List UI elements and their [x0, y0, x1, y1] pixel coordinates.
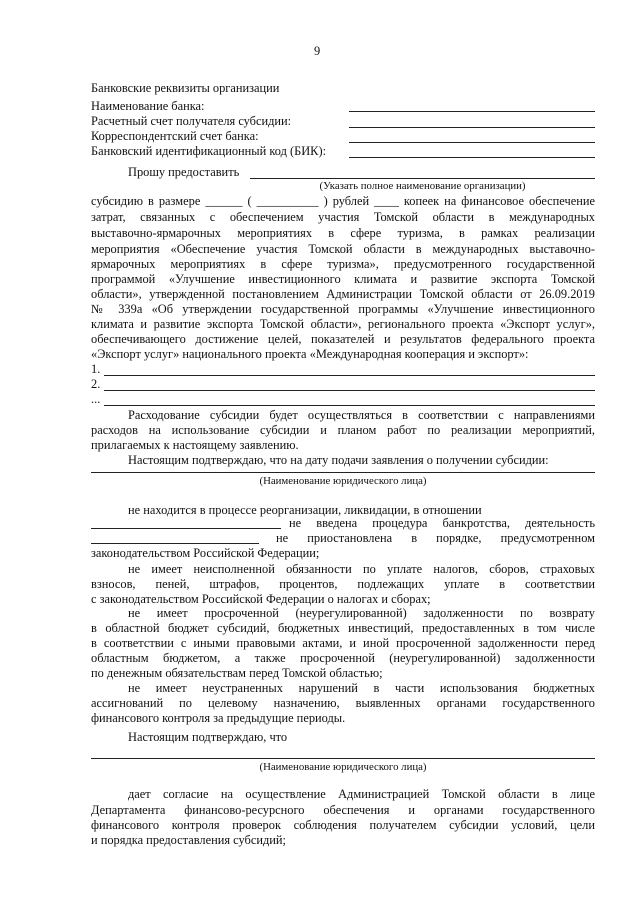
confirm2-text: Настоящим подтверждаю, что	[128, 730, 288, 744]
consent-line: Департамента финансово-ресурсного обеспечения и органами государственного	[91, 803, 595, 817]
reorg-line: не находится в процессе реорганизации, ликвидации, в отношении	[128, 503, 482, 517]
spending-line: Расходование субсидии будет осуществляться в соответствии с направлениями	[128, 408, 595, 422]
request-intro: Прошу предоставить	[128, 165, 240, 179]
request-line: обеспечивающего достижение целей, показателей и результатов федерального проекта	[91, 332, 595, 346]
list-item-line	[104, 390, 595, 391]
request-line: программой «Улучшение инвестиционного климата и развитие экспорта Томской	[91, 272, 595, 286]
reorg-line: законодательством Российской Федерации;	[91, 546, 320, 560]
debt-line: областным бюджетом, а также просроченной (неурегулированной) задолженности	[91, 651, 595, 665]
tax-line: не имеет неисполненной обязанности по уплате налогов, сборов, страховых	[128, 562, 595, 576]
org-name-hint: (Указать полное наименование организации)	[319, 180, 526, 192]
spending-line: прилагаемых к настоящему заявлению.	[91, 438, 299, 452]
list-item-number: 1.	[91, 362, 101, 376]
corr-account-field-line	[349, 142, 595, 143]
request-line: климата и развитие экспорта Томской области», регионального проекта «Экспорт услуг»,	[91, 317, 595, 331]
reorg-fill-line	[91, 543, 259, 544]
violations-line: ассигнований по целевому назначению, выявленных органами государственного	[91, 696, 595, 710]
bank-name-label: Наименование банка:	[91, 99, 205, 113]
request-line: субсидию в размере ______ ( __________ ) рублей ____ копеек на финансовое обеспечение	[91, 194, 595, 208]
request-line: ярмарочных мероприятиях в сфере туризма», предусмотренного государственной	[91, 257, 595, 271]
reorg-line: не приостановлена в порядке, предусмотренном	[276, 531, 595, 545]
request-line: № 339а «Об утверждении государственной программы «Улучшение инвестиционного	[91, 302, 595, 316]
debt-line: в областной бюджет субсидий, бюджетных инвестиций, предоставленных в том числе	[91, 621, 595, 635]
tax-line: с законодательством Российской Федерации о налогах и сборах;	[91, 592, 431, 606]
list-item-line	[104, 405, 595, 406]
debt-line: не имеет просроченной (неурегулированной) задолженности по возврату	[128, 606, 595, 620]
reorg-fill-line	[91, 528, 281, 529]
account-field-line	[349, 127, 595, 128]
spending-line: расходов на использование субсидии и планом работ по реализации мероприятий,	[91, 423, 595, 437]
list-item-number: ...	[91, 392, 101, 406]
bank-name-field-line	[349, 111, 595, 112]
legal-entity-hint: (Наименование юридического лица)	[259, 761, 427, 773]
request-line: «Экспорт услуг» национального проекта «Международная кооперация и экспорт»:	[91, 347, 529, 361]
legal-entity-line	[91, 758, 595, 759]
tax-line: взносов, пеней, штрафов, процентов, подлежащих уплате в соответствии	[91, 577, 595, 591]
request-line: затрат, связанных с обеспечением участия Томской области в международных	[91, 210, 595, 224]
violations-line: финансового контроля за предыдущие периоды.	[91, 711, 346, 725]
request-line: выставочно-ярмарочных мероприятиях в сфере туризма, в рамках реализации	[91, 226, 595, 240]
request-line: области», утвержденной постановлением Администрации Томской области от 26.09.2019	[91, 287, 595, 301]
org-name-line	[250, 178, 595, 179]
legal-entity-line	[91, 472, 595, 473]
legal-entity-hint: (Наименование юридического лица)	[259, 475, 427, 487]
debt-line: в соответствии с иными правовыми актами, и иной просроченной задолженности перед	[91, 636, 595, 650]
bik-field-line	[349, 157, 595, 158]
bik-label: Банковский идентификационный код (БИК):	[91, 144, 327, 158]
consent-line: дает согласие на осуществление Администрацией Томской области в лице	[128, 787, 595, 801]
reorg-line: не введена процедура банкротства, деятельность	[289, 516, 595, 530]
page-number: 9	[314, 44, 321, 58]
debt-line: по денежным обязательствам перед Томской областью;	[91, 666, 383, 680]
violations-line: не имеет неустраненных нарушений в части использования бюджетных	[128, 681, 595, 695]
corr-account-label: Корреспондентский счет банка:	[91, 129, 259, 143]
request-line: мероприятия «Обеспечение участия Томской области в международных выставочно-	[91, 242, 595, 256]
consent-line: и порядка предоставления субсидий;	[91, 833, 286, 847]
consent-line: финансового контроля проверок соблюдения получателем субсидии условий, цели	[91, 818, 595, 832]
account-label: Расчетный счет получателя субсидии:	[91, 114, 292, 128]
list-item-line	[104, 375, 595, 376]
confirm1-text: Настоящим подтверждаю, что на дату подачи заявления о получении субсидии:	[128, 453, 549, 467]
list-item-number: 2.	[91, 377, 101, 391]
bank-section-heading: Банковские реквизиты организации	[91, 81, 280, 95]
